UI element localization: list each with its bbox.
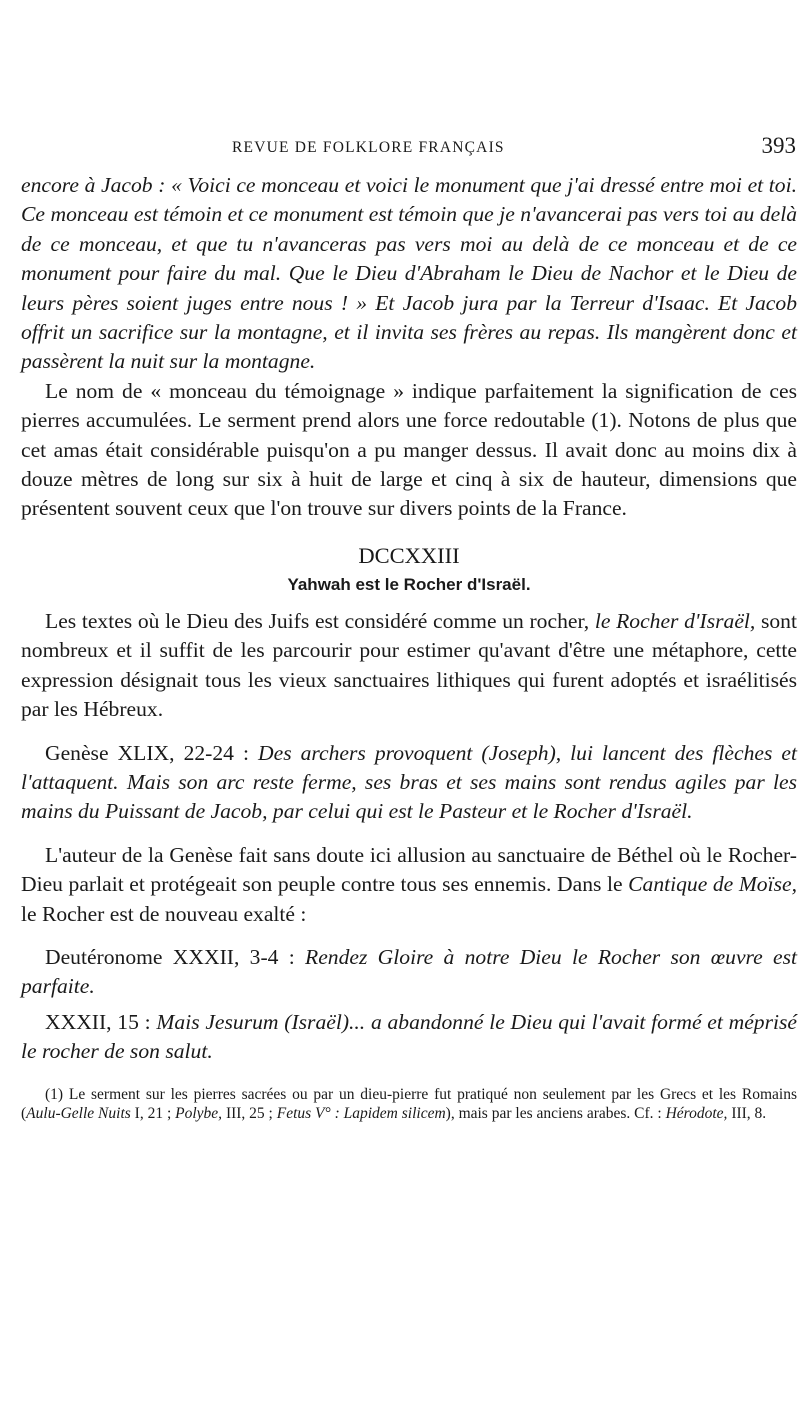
page-number: 393 (761, 133, 796, 158)
paragraph-bethel (21, 841, 797, 929)
paragraph-jesurum-quote (21, 1008, 797, 1067)
text-run-italic: Polybe, (175, 1104, 223, 1122)
text-run: L'auteur de la Genèse fait sans doute ici allusion au sanctuaire de Béthel où le Rocher-Dieu parlait et protégeait son peuple contre tous ses ennemis. Dans le (21, 842, 797, 897)
text-run: Les textes où le Dieu des Juifs est considéré comme un rocher, (45, 608, 595, 633)
paragraph-rocher (21, 607, 797, 725)
text-run-italic: Aulu-Gelle Nuits (26, 1104, 131, 1122)
text-run: I, 21 ; (130, 1104, 176, 1122)
text-run: III, 8. (727, 1104, 767, 1122)
footnote (21, 1085, 797, 1123)
text-run: ), mais par les anciens arabes. Cf. : (445, 1104, 666, 1122)
text-run-italic: Cantique de Moïse, (628, 872, 797, 897)
text-run: sont nombreux et il suffit de les parcourir pour estimer qu'avant d'être une métaphore, cette expression désignait tous les vieux sanctuaires lithiques qui furent adoptés et israélitisés par les Hébreux. (21, 608, 797, 722)
text-run-italic: le Rocher d'Israël, (594, 608, 756, 633)
page-header (0, 133, 806, 165)
section-number: DCCXXIII (358, 542, 460, 568)
text-run-italic: Mais Jesurum (Israël)... a abandonné le Dieu qui l'avait formé et méprisé le rocher de son salut. (21, 1009, 797, 1064)
text-run-italic: Des archers provoquent (Joseph), lui lancent des flèches et l'attaquent. Mais son arc reste ferme, ses bras et ses mains sont rendus agiles par les mains du Puissant de Jacob, par celui qui est le Pasteur et le Rocher d'Israël. (21, 740, 797, 824)
text-run-italic: Fetus V° : Lapidem silicem (276, 1104, 446, 1122)
page-body (21, 171, 797, 1123)
text-run: Genèse XLIX, 22-24 : (45, 740, 259, 765)
text-run-italic: Rendez Gloire à notre Dieu le Rocher son œuvre est parfaite. (21, 944, 798, 999)
text-run-italic: Hérodote, (665, 1104, 728, 1122)
paragraph-deuteronome-quote (21, 943, 797, 1002)
text-run: (1) Le serment sur les pierres sacrées ou par un dieu-pierre fut pratiqué non seulement par les Grecs et les Romains ( (21, 1085, 797, 1122)
running-title: REVUE DE FOLKLORE FRANÇAIS (232, 139, 505, 156)
text-run: le Rocher est de nouveau exalté : (21, 901, 307, 926)
paragraph-monceau: Le nom de « monceau du témoignage » indique parfaitement la signification de ces pierres accumulées. Le serment prend alors une force redoutable (1). Notons de plus que cet amas était considérable puisqu'on a pu manger dessus. Il avait donc au moins dix à douze mètres de long sur six à huit de large et cinq à six de hauteur, dimensions que présentent souvent ceux que l'on trouve sur divers points de la France. (21, 378, 797, 521)
paragraph-jacob-quote: encore à Jacob : « Voici ce monceau et voici le monument que j'ai dressé entre moi et toi. Ce monceau est témoin et ce monument est témoin que je n'avancerai pas vers toi au delà de ce monceau, et que tu n'avanceras pas vers moi au delà de ce monceau et de ce monument pour faire du mal. Que le Dieu d'Abraham le Dieu de Nachor et le Dieu de leurs pères soient juges entre nous ! » Et Jacob jura par la Terreur d'Isaac. Et Jacob offrit un sacrifice sur la montagne, et il invita ses frères au repas. Ils mangèrent donc et passèrent la nuit sur la montagne. (21, 173, 797, 374)
text-run: III, 25 ; (222, 1104, 277, 1122)
section-title: Yahwah est le Rocher d'Israël. (287, 574, 531, 594)
text-run: XXXII, 15 : (45, 1009, 157, 1034)
text-run: Deutéronome XXXII, 3-4 : (45, 944, 306, 969)
paragraph-genese-quote (21, 739, 797, 827)
